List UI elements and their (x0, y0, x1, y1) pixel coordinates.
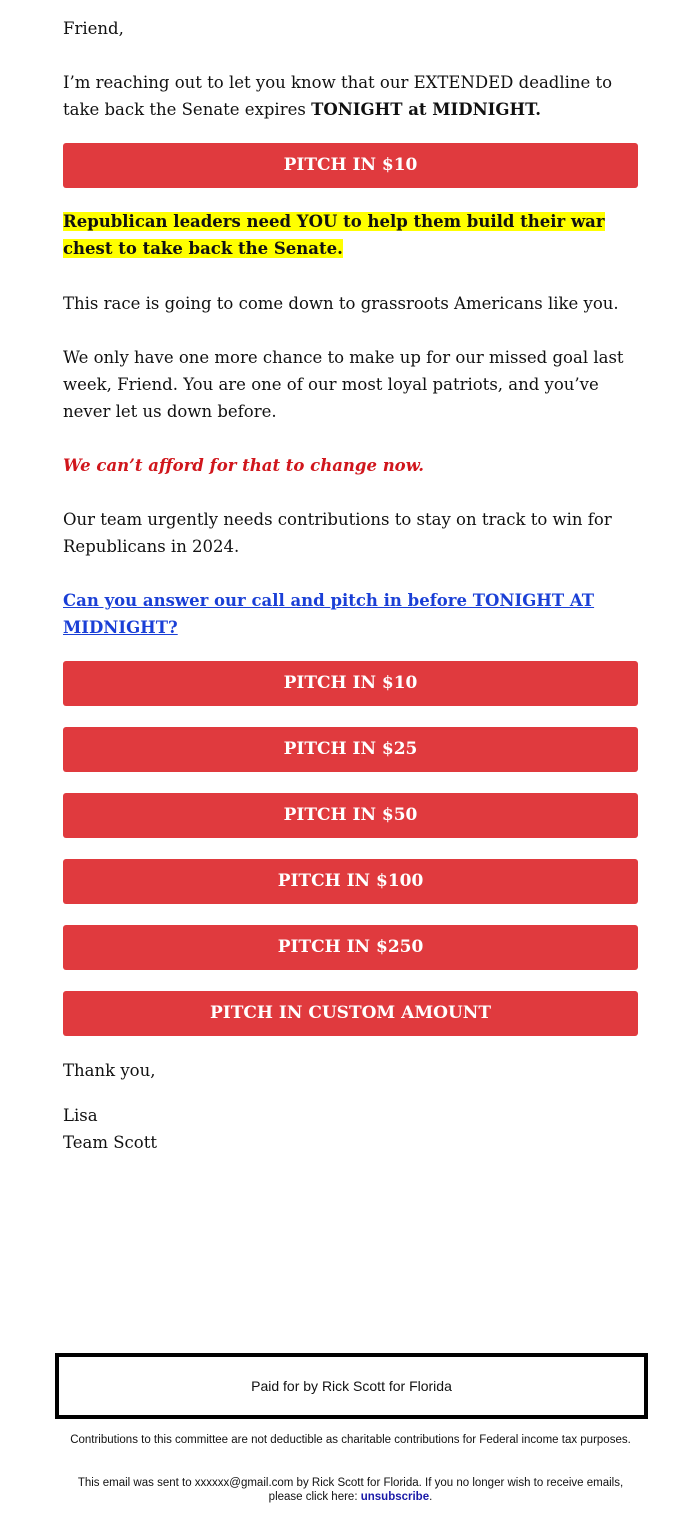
cta-paragraph (63, 587, 638, 641)
contributions-paragraph: Our team urgently needs contributions to stay on track to win for Republicans in 2024. (63, 510, 612, 556)
deadline-paragraph (63, 69, 638, 123)
cta-link[interactable]: Can you answer our call and pitch in before TONIGHT AT MIDNIGHT? (63, 591, 595, 637)
grassroots-paragraph: This race is going to come down to grassroots Americans like you. (63, 294, 619, 313)
sent-to-period: . (429, 1491, 433, 1503)
emphasis-text: We can’t afford for that to change now. (63, 456, 424, 475)
sent-to-text: This email was sent to xxxxxx@gmail.com by Rick Scott for Florida. If you no longer wish to receive emails, please click here: (77, 1477, 624, 1503)
pitch-in-50-button[interactable]: PITCH IN $50 (63, 793, 638, 838)
closing: Thank you, (63, 1061, 156, 1080)
chance-paragraph: We only have one more chance to make up for our missed goal last week, Friend. You are one of our most loyal patriots, and you’ve never let us down before. (63, 348, 624, 421)
deadline-bold: TONIGHT at MIDNIGHT. (311, 100, 541, 119)
highlight-paragraph (63, 208, 638, 262)
highlight-text: Republican leaders need YOU to help them build their war chest to take back the Senate. (63, 212, 605, 258)
pitch-in-10-button[interactable]: PITCH IN $10 (63, 661, 638, 706)
tax-disclaimer: Contributions to this committee are not deductible as charitable contributions for Federal income tax purposes. (70, 1434, 631, 1446)
pitch-in-250-button[interactable]: PITCH IN $250 (63, 925, 638, 970)
pitch-in-25-button[interactable]: PITCH IN $25 (63, 727, 638, 772)
pitch-in-100-button[interactable]: PITCH IN $100 (63, 859, 638, 904)
deadline-text: I’m reaching out to let you know that our EXTENDED deadline to take back the Senate expires (63, 73, 613, 119)
pitch-in-custom-button[interactable]: PITCH IN CUSTOM AMOUNT (63, 991, 638, 1036)
paid-for-text: Paid for by Rick Scott for Florida (251, 1378, 452, 1394)
emphasis-paragraph (63, 452, 638, 479)
greeting: Friend, (63, 19, 124, 38)
paid-for-disclaimer-box (55, 1353, 648, 1419)
signer-team: Team Scott (63, 1133, 157, 1152)
unsubscribe-link[interactable]: unsubscribe (360, 1491, 430, 1503)
sent-to-notice (63, 1476, 638, 1504)
signer-name: Lisa (63, 1106, 98, 1125)
pitch-in-10-top-button[interactable]: PITCH IN $10 (63, 143, 638, 188)
